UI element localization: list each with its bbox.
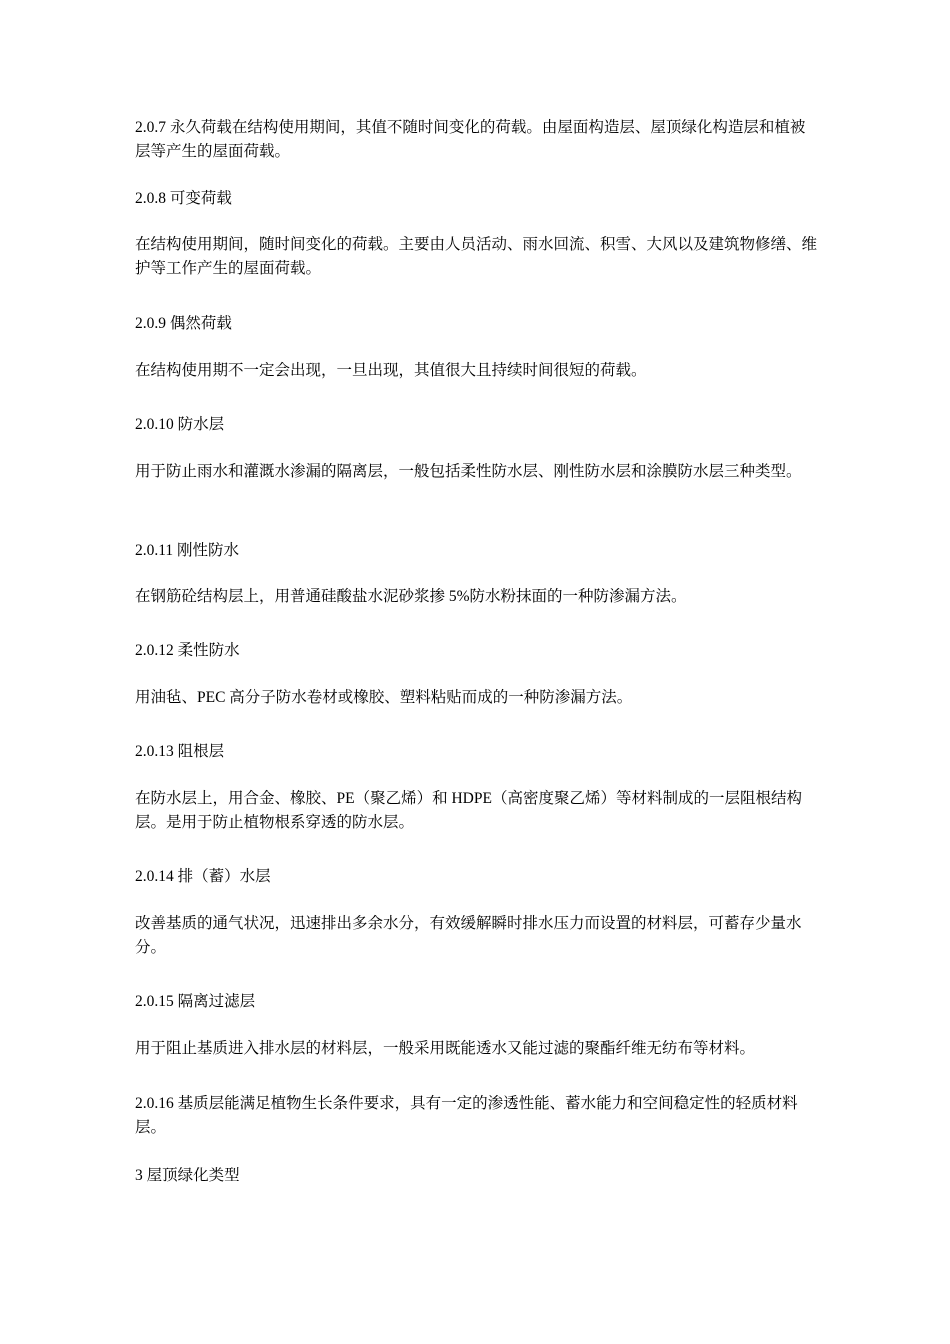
paragraph-2-0-16: 2.0.16 基质层能满足植物生长条件要求，具有一定的渗透性能、蓄水能力和空间稳定性的轻质材料层。 xyxy=(135,1095,798,1136)
paragraph-2-0-8-body: 在结构使用期间，随时间变化的荷载。主要由人员活动、雨水回流、积雪、大风以及建筑物修缮、维护等工作产生的屋面荷载。 xyxy=(135,236,818,277)
heading-2-0-8: 2.0.8 可变荷载 xyxy=(135,190,232,207)
paragraph-2-0-11-body: 在钢筋砼结构层上，用普通硅酸盐水泥砂浆掺 5%防水粉抹面的一种防渗漏方法。 xyxy=(135,588,687,605)
paragraph-2-0-10-body: 用于防止雨水和灌溉水渗漏的隔离层，一般包括柔性防水层、刚性防水层和涂膜防水层三种类型。 xyxy=(135,463,802,480)
paragraph-2-0-7: 2.0.7 永久荷载在结构使用期间，其值不随时间变化的荷载。由屋面构造层、屋顶绿化构造层和植被层等产生的屋面荷载。 xyxy=(135,119,806,160)
paragraph-2-0-9-body: 在结构使用期不一定会出现，一旦出现，其值很大且持续时间很短的荷载。 xyxy=(135,362,647,379)
heading-2-0-14: 2.0.14 排（蓄）水层 xyxy=(135,868,271,885)
heading-2-0-15: 2.0.15 隔离过滤层 xyxy=(135,993,256,1010)
heading-2-0-10: 2.0.10 防水层 xyxy=(135,416,225,433)
paragraph-2-0-13-body: 在防水层上，用合金、橡胶、PE（聚乙烯）和 HDPE（高密度聚乙烯）等材料制成的一层阻根结构层。是用于防止植物根系穿透的防水层。 xyxy=(135,790,802,831)
paragraph-2-0-12-body: 用油毡、PEC 高分子防水卷材或橡胶、塑料粘贴而成的一种防渗漏方法。 xyxy=(135,689,633,706)
heading-2-0-12: 2.0.12 柔性防水 xyxy=(135,642,240,659)
heading-2-0-9: 2.0.9 偶然荷载 xyxy=(135,315,232,332)
heading-2-0-11: 2.0.11 刚性防水 xyxy=(135,542,240,559)
heading-2-0-13: 2.0.13 阻根层 xyxy=(135,743,225,760)
section-heading-3: 3 屋顶绿化类型 xyxy=(135,1167,240,1184)
paragraph-2-0-14-body: 改善基质的通气状况，迅速排出多余水分，有效缓解瞬时排水压力而设置的材料层，可蓄存少量水分。 xyxy=(135,915,802,956)
paragraph-2-0-15-body: 用于阻止基质进入排水层的材料层，一般采用既能透水又能过滤的聚酯纤维无纺布等材料。 xyxy=(135,1040,756,1057)
